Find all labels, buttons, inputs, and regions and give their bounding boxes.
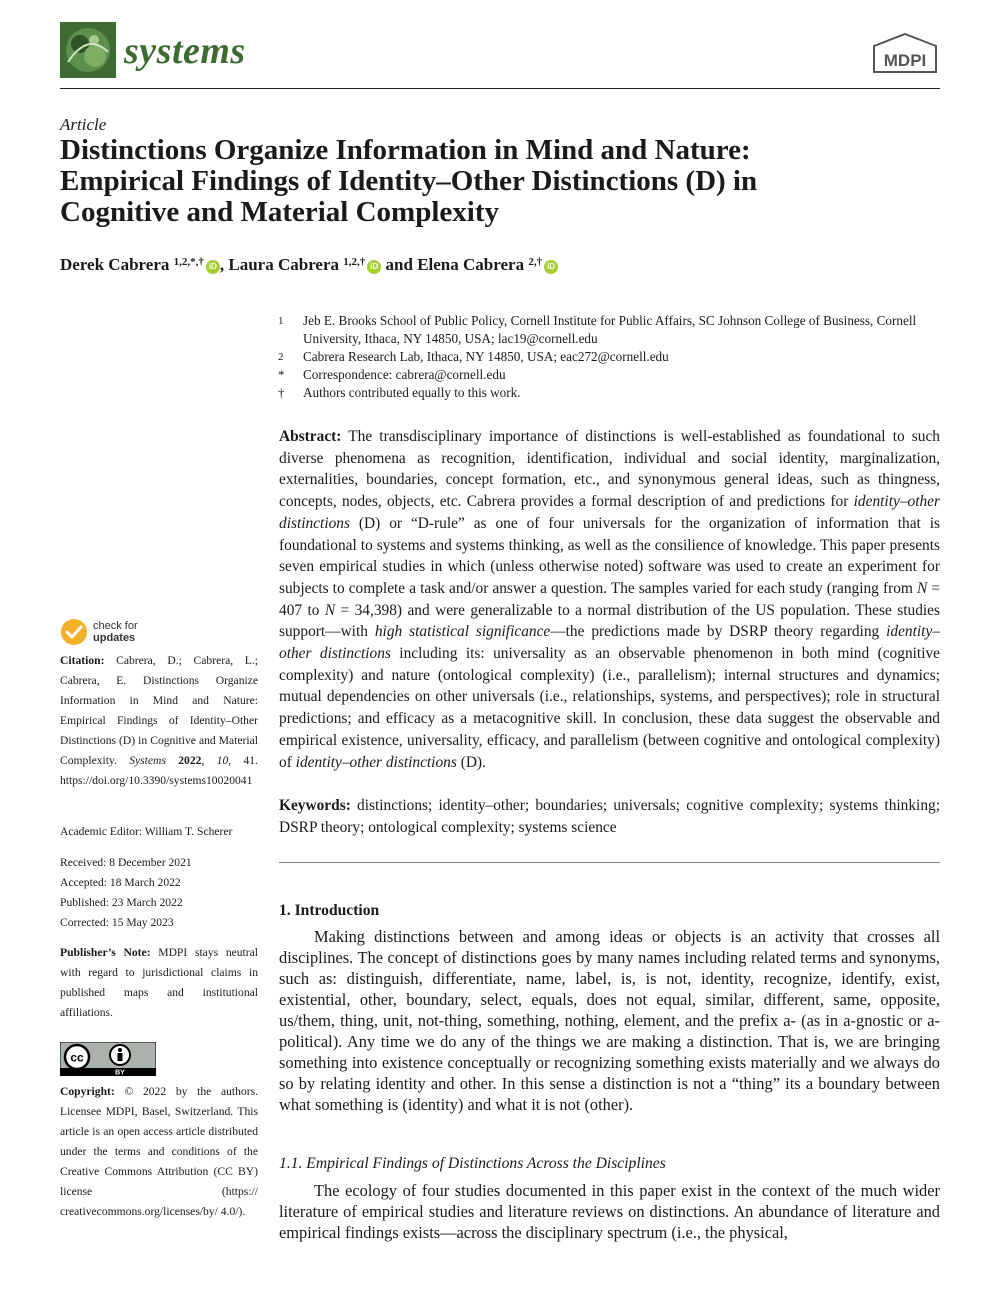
body-paragraph: The ecology of four studies documented in this paper exist in the context of the much wider literature of empirical studies and literature reviews on distinctions. An abundance of literature and empirical findings exists—across the disciplinary spectrum (i.e., the physical,: [279, 1181, 940, 1242]
author-affiliation-marks: 1,2,*,†: [173, 256, 204, 268]
cc-label: cc: [70, 1050, 84, 1065]
abstract-text: (D) or “D-rule” as one of four universals for the organization of information that is foundational to systems and systems thinking, as well as the consilience of knowledge. This paper presents seven empirical studies in which (unless otherwise noted) software was used to create an experiment for subjects to complete a task and/or answer a question. The samples varied for each study (ranging from: [279, 514, 940, 597]
citation-doi-link[interactable]: , 41. https://doi.org/10.3390/systems10020041: [60, 754, 258, 787]
article-type: Article: [60, 115, 107, 134]
keywords-label: Keywords:: [279, 797, 351, 814]
body-paragraph: Making distinctions between and among ideas or objects is an activity that crosses all disciplines. The concept of distinctions goes by many names including related terms and synonyms, such as: distinguish, differentiate, name, label, is, is not, identity, recognize, identify, exist, existential, other, boundary, select, equals, does not equal, similar, different, same, opposite, us/them, thing, unit, not-thing, something, nothing, element, and the prefix a- (as in a-gnostic or a-political). Any time we do any of the things we are making a distinction. That is, we are bringing something into existence conceptually or recognizing something exists materially and we always do so by relating identity and other. In this sense a distinction is not a “thing” its a boundary between what something is (identity) and what it is not (other).: [279, 927, 940, 1114]
author-separator: ,: [219, 255, 229, 274]
copyright-label: Copyright:: [60, 1085, 115, 1098]
abstract-emphasis: identity–other distinctions: [279, 623, 940, 663]
title-line-1: Distinctions Organize Information in Mind and Nature:: [60, 134, 751, 166]
date-received: Received: 8 December 2021: [60, 856, 192, 869]
subsection-heading: 1.1. Empirical Findings of Distinctions Across the Disciplines: [279, 1155, 666, 1172]
citation-journal: Systems: [129, 754, 166, 767]
abstract-emphasis: identity–other distinctions: [295, 753, 457, 771]
orcid-icon[interactable]: iD: [367, 260, 381, 274]
orcid-icon[interactable]: iD: [206, 260, 220, 274]
journal-name: systems: [124, 30, 246, 72]
author-list: [60, 254, 558, 276]
affiliation-text: Jeb E. Brooks School of Public Policy, Cornell Institute for Public Affairs, SC Johnson College of Business, Cornell University, Ithaca, NY 14850, USA; lac19@cornell.edu: [303, 313, 917, 346]
abstract-text: The transdisciplinary importance of distinctions is well-established as foundational to such diverse phenomena as recognition, identification, individual and social identity, marginalization, externalities, boundaries, concept formation, etc., and synonymous general ideas, such as thingness, concepts, nodes, objects, etc. Cabrera provides a formal description of and predictions for: [279, 428, 940, 511]
abstract-emphasis: high statistical significance: [374, 623, 551, 641]
date-corrected: Corrected: 15 May 2023: [60, 916, 174, 929]
orcid-icon[interactable]: iD: [544, 260, 558, 274]
mdpi-logo-icon: [870, 32, 940, 78]
abstract-text: —the predictions made by DSRP theory regarding: [550, 623, 887, 641]
author-affiliation-marks: 2,†: [528, 256, 543, 268]
author-separator: and: [381, 255, 418, 274]
header-divider: [60, 88, 940, 89]
by-label: BY: [115, 1069, 125, 1076]
affiliation-item: [278, 366, 940, 384]
academic-editor: Academic Editor: William T. Scherer: [60, 825, 233, 838]
abstract-label: Abstract:: [279, 428, 342, 445]
author-name[interactable]: Derek Cabrera: [60, 255, 170, 274]
publisher-name: MDPI: [883, 51, 927, 70]
abstract-text: (D).: [456, 753, 486, 771]
publication-dates: [60, 853, 258, 933]
journal-logo-icon: [60, 22, 116, 78]
affiliation-mark: *: [278, 367, 285, 382]
section-heading: 1. Introduction: [279, 902, 380, 919]
affiliation-mark: 2: [278, 351, 284, 363]
affiliation-mark: †: [278, 385, 285, 400]
affiliation-item: [278, 312, 940, 348]
affiliation-item: [278, 384, 940, 402]
author-name[interactable]: Elena Cabrera: [417, 255, 525, 274]
citation-label: Citation:: [60, 654, 105, 667]
citation-year: 2022: [165, 754, 202, 767]
citation-volume: , 10: [201, 754, 229, 767]
affiliations: [278, 312, 940, 402]
check-updates-line: updates: [93, 632, 136, 644]
check-updates-label: [93, 620, 138, 644]
article-title: [60, 135, 940, 228]
abstract: [279, 426, 940, 773]
citation: [60, 651, 258, 791]
abstract-text: including its: universality as an observable phenomenon in both mind (cognitive complexity) and nature (ontological complexity) (i.e., parallelism); internal structures and dynamics; mutual dependencies on other universals (i.e., relationships, systems, and perspectives); role in structural predictions; and efficacy as a metacognitive skill. In conclusion, these data suggest the observable and empirical existence, universality, efficacy, and parallelism (between cognitive and ontological complexity) of: [279, 645, 940, 771]
affiliation-text: Correspondence: cabrera@cornell.edu: [303, 367, 506, 382]
copyright-text: © 2022 by the authors. Licensee MDPI, Basel, Switzerland. This article is an open access article distributed under the terms and conditions of the Creative Commons Attribution (CC BY) license (https:// creativecommons.org/licenses/by/ 4.0/).: [60, 1085, 258, 1218]
publisher-note-text: MDPI stays neutral with regard to jurisdictional claims in published maps and institutional affiliations.: [60, 946, 259, 1019]
abstract-emphasis: identity–other distinctions: [279, 493, 940, 532]
affiliation-text: Cabrera Research Lab, Ithaca, NY 14850, USA; eac272@cornell.edu: [303, 349, 669, 364]
check-updates-line: check for: [93, 620, 138, 632]
date-accepted: Accepted: 18 March 2022: [60, 876, 181, 889]
affiliation-mark: 1: [278, 315, 284, 327]
abstract-variable: N: [916, 579, 928, 597]
author-name[interactable]: Laura Cabrera: [228, 255, 340, 274]
author-affiliation-marks: 1,2,†: [343, 256, 366, 268]
date-published: Published: 23 March 2022: [60, 896, 183, 909]
affiliation-item: [278, 348, 940, 366]
abstract-text: = 34,398) and were generalizable to a normal distribution of the US population. These studies support—with: [279, 601, 940, 641]
affiliation-text: Authors contributed equally to this work.: [303, 385, 521, 400]
check-updates-icon: [60, 618, 88, 646]
abstract-variable: N: [324, 601, 336, 619]
citation-text: Cabrera, D.; Cabrera, L.; Cabrera, E. Distinctions Organize Information in Mind and Nature: Empirical Findings of Identity–Other Distinctions (D) in Cognitive and Material Complexity.: [60, 654, 258, 767]
cc-by-license-icon[interactable]: [60, 1042, 156, 1076]
abstract-text: = 407 to: [279, 579, 940, 619]
keywords-text: distinctions; identity–other; boundaries; universals; cognitive complexity; systems thinking; DSRP theory; ontological complexity; systems science: [279, 797, 940, 836]
title-line-2: Empirical Findings of Identity–Other Distinctions (D) in: [60, 165, 758, 197]
copyright: [60, 1082, 258, 1222]
title-line-3: Cognitive and Material Complexity: [60, 196, 499, 228]
publisher-note-label: Publisher’s Note:: [60, 946, 151, 959]
keywords: [279, 795, 940, 838]
section-divider: [279, 862, 940, 863]
check-for-updates-button[interactable]: [60, 617, 220, 647]
publisher-note: [60, 943, 258, 1023]
